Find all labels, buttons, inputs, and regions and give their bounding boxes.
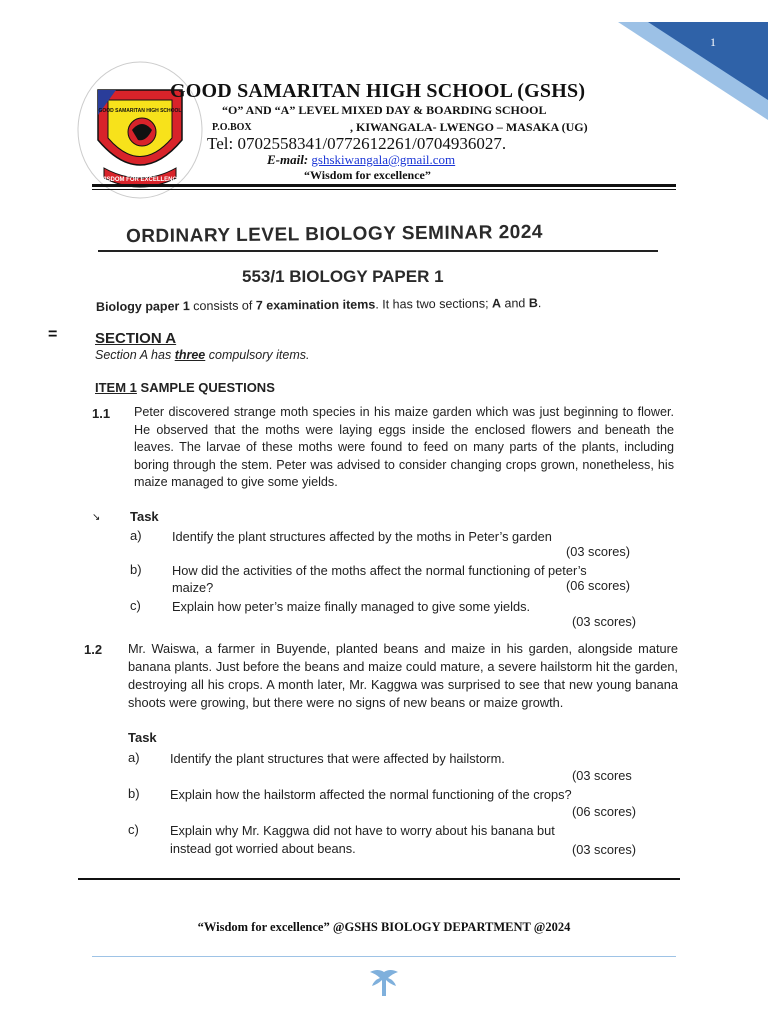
email-label: E-mail: [267,152,309,167]
paper-subtitle: 553/1 BIOLOGY PAPER 1 [242,267,444,286]
title-underline [98,250,658,252]
email-row [267,152,567,168]
sub-question-text: How did the activities of the moths affect the normal functioning of peter’s maize? [172,563,587,595]
section-a-description [95,348,309,362]
question-number: 1.1 [92,406,111,421]
margin-mark: = [48,326,58,343]
address: , KIWANGALA- LWENGO – MASAKA (UG) [350,120,588,134]
sub-question-text: Identify the plant structures that were affected by hailstorm. [170,751,505,766]
po-box: P.O.BOX [212,122,252,133]
logo-motto: WISDOM FOR EXCELLENCE [99,177,181,183]
section-a-part: Section A has [95,348,175,362]
question-number: 1.2 [84,642,103,657]
score: (03 scores) [572,842,637,857]
question-text: Mr. Waiswa, a farmer in Buyende, planted beans and maize in his garden, alongside mature banana plants. Just before the beans and maize could mature, a severe hailstorm hit the garden, destroying all his crops. A month later, Mr. Kaggwa was surprised to see that new young banana shoots were growing, but there were no signs of new beans or maize growth. [128,641,678,710]
score: (03 scores) [572,614,637,629]
footer-text: “Wisdom for excellence” @GSHS BIOLOGY DEPARTMENT @2024 [197,920,571,934]
sub-question-letter: c) [128,822,139,837]
intro-part: Biology paper 1 [95,299,190,314]
paper-intro [96,296,541,314]
intro-part: A [491,296,502,311]
email-link[interactable]: gshskiwangala@gmail.com [311,152,456,167]
header-divider [92,184,676,187]
score: (03 scores [572,768,632,783]
item-1-rest: SAMPLE QUESTIONS [136,380,275,395]
intro-part: . [537,296,542,311]
intro-part: and [500,296,529,311]
sub-question-letter: b) [130,562,142,577]
sub-question-text: Explain why Mr. Kaggwa did not have to worry about his banana but instead got worried about beans. [170,823,555,856]
level-line: “O” AND “A” LEVEL MIXED DAY & BOARDING SCHOOL [222,103,547,117]
school-name: GOOD SAMARITAN HIGH SCHOOL (GSHS) [170,80,586,102]
sub-question-text: Identify the plant structures affected by the moths in Peter’s garden [172,529,552,544]
score: (06 scores) [572,804,637,819]
item-1-label: ITEM 1 [95,380,137,395]
intro-part: consists of [189,298,256,314]
content-bottom-divider [78,878,680,880]
sub-question-letter: c) [130,598,141,613]
sub-question-letter: a) [130,528,142,543]
sub-question-letter: b) [128,786,140,801]
footer-divider [92,956,676,957]
school-motto: “Wisdom for excellence” [304,168,431,182]
score: (06 scores) [566,578,631,593]
paper-title: ORDINARY LEVEL BIOLOGY SEMINAR 2024 [125,221,544,248]
header-divider-thin [92,189,676,190]
section-a-part: three [174,348,206,362]
ornament-icon [364,966,404,1000]
task-label: Task [130,509,159,524]
question-text: Peter discovered strange moth species in his maize garden which was just beginning to flower. He observed that the moths were laying eggs inside the enclosed flowers and beneath the leaves. The larvae of these moths were found to feed on many parts of the plants, including boring through the stem. Peter was advised to consider changing crops grown, nonetheless, his maize managed to give some yields. [134,405,674,489]
sub-question-text: Explain how peter’s maize finally managed to give some yields. [172,599,531,614]
tick-mark: ↘ [92,512,101,523]
item-1-heading [95,380,275,395]
intro-part: . It has two sections; [375,296,493,312]
logo-text: GOOD SAMARITAN HIGH SCHOOL [98,108,182,114]
page-number: 1 [710,35,716,49]
section-a-part: compulsory items. [205,348,310,362]
section-a-heading: SECTION A [95,330,177,347]
score: (03 scores) [566,544,631,559]
sub-question-text: Explain how the hailstorm affected the normal functioning of the crops? [170,787,572,802]
telephone: Tel: 0702558341/0772612261/0704936027. [207,134,507,153]
intro-part: B [528,296,538,311]
sub-question-letter: a) [128,750,140,765]
task-label: Task [128,730,157,745]
intro-part: 7 examination items [255,297,376,313]
